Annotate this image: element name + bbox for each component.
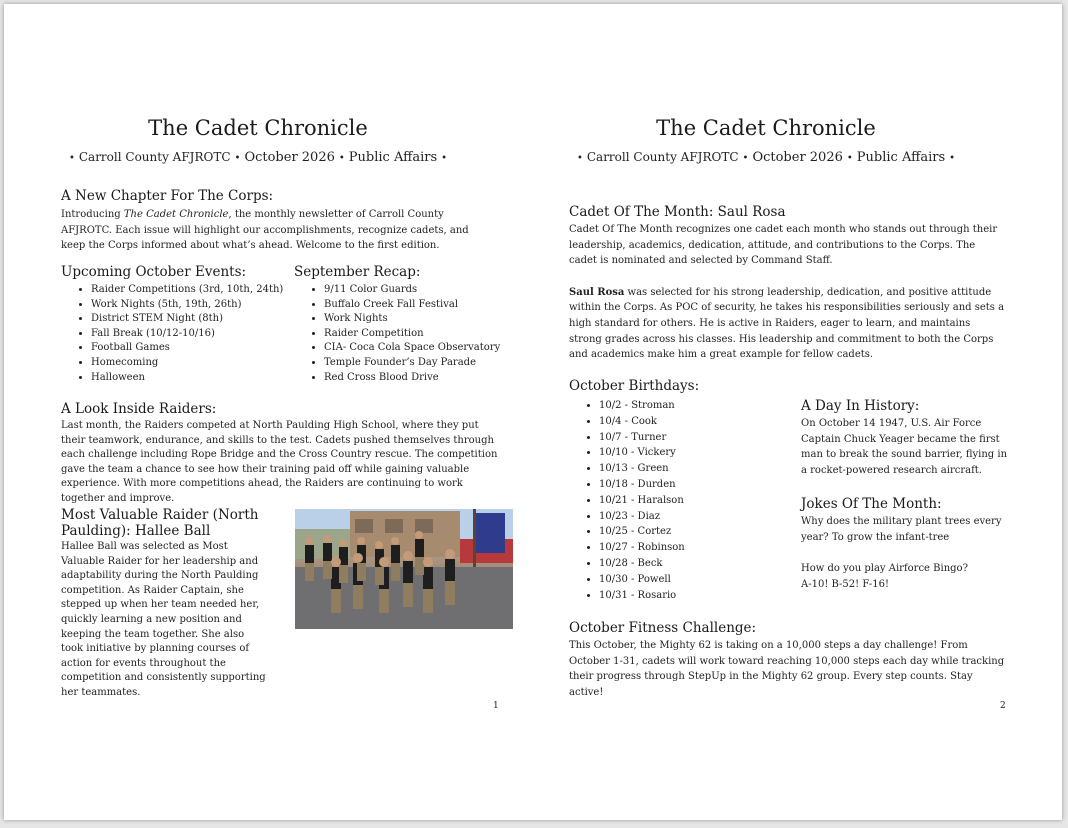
cotm-text-2: Saul Rosa was selected for his strong leadership, dedication, and positive attitude within the Corps. As POC of security, he takes his responsibilities seriously and sets a high standard for others. He is active in Raiders, eager to learn, and maintains strong grades across his classes. His leadership and commitment to both the Corps and academics make him a great example for fellow cadets. bbox=[569, 286, 1005, 361]
joke-2-answer: A-10! B-52! F-16! bbox=[801, 578, 889, 590]
newsletter-subtitle-2: • Carroll County AFJROTC • October 2026 • Public Affairs • bbox=[576, 150, 956, 165]
list-item: • Fall Break (10/12-10/16) bbox=[91, 327, 291, 342]
subtitle-dept: Public Affairs bbox=[348, 150, 438, 165]
list-item: • Football Games bbox=[91, 341, 291, 356]
cotm-text-1: Cadet Of The Month recognizes one cadet each month who stands out through their leadership, academics, dedication, attitude, and contributions to the Corps. The cadet is nominated and selected by Command Staff. bbox=[569, 224, 998, 267]
list-item: • Halloween bbox=[91, 371, 291, 386]
subtitle-org: Carroll County AFJROTC bbox=[78, 150, 231, 164]
fitness-text: This October, the Mighty 62 is taking on a 10,000 steps a day challenge! From October 1-31, cadets will work toward reaching 10,000 steps each day while tracking their progress through StepUp in the Mighty 62 group. Every step counts. Stay active! bbox=[569, 640, 1005, 698]
birthdays-section bbox=[569, 378, 769, 603]
recap-list bbox=[294, 283, 509, 385]
list-item: • Raider Competitions (3rd, 10th, 24th) bbox=[91, 283, 291, 298]
history-text: On October 14 1947, U.S. Air Force Captain Chuck Yeager became the first man to break the sound barrier, flying in a rocket-powered research aircraft. bbox=[801, 418, 1008, 476]
list-item: • 10/7 - Turner bbox=[599, 430, 769, 446]
page-number-2: 2 bbox=[1000, 701, 1006, 711]
list-item: • Buffalo Creek Fall Festival bbox=[324, 298, 509, 313]
subtitle-dept-2: Public Affairs bbox=[856, 150, 946, 165]
intro-section bbox=[61, 188, 485, 254]
birthdays-heading: October Birthdays: bbox=[569, 378, 700, 394]
page-1 bbox=[4, 4, 512, 820]
fitness-section bbox=[569, 620, 1005, 700]
intro-heading: A New Chapter For The Corps: bbox=[61, 188, 274, 204]
joke-1: Why does the military plant trees every year? To grow the infant-tree bbox=[801, 516, 1002, 543]
newsletter-title: The Cadet Chronicle bbox=[148, 116, 368, 140]
birthdays-list bbox=[569, 398, 769, 603]
upcoming-heading: Upcoming October Events: bbox=[61, 264, 247, 280]
raiders-marching-image bbox=[295, 509, 513, 629]
upcoming-events-list bbox=[61, 283, 291, 385]
list-item: • Raider Competition bbox=[324, 327, 509, 342]
raiders-section bbox=[61, 401, 501, 507]
list-item: • Work Nights (5th, 19th, 26th) bbox=[91, 298, 291, 313]
list-item: • 10/30 - Powell bbox=[599, 572, 769, 588]
raiders-photo bbox=[295, 509, 513, 629]
list-item: • Homecoming bbox=[91, 356, 291, 371]
list-item: • Temple Founder’s Day Parade bbox=[324, 356, 509, 371]
intro-text: Introducing The Cadet Chronicle, the monthly newsletter of Carroll County AFJROTC. Each issue will highlight our accomplishments, recognize cadets, and keep the Corps informed about what’s ahead. Welcome to the first edition. bbox=[61, 209, 469, 252]
raiders-heading: A Look Inside Raiders: bbox=[61, 401, 217, 417]
mvr-section bbox=[61, 507, 266, 701]
newsletter-title-2: The Cadet Chronicle bbox=[656, 116, 876, 140]
jokes-section bbox=[801, 496, 1011, 592]
subtitle-org-2: Carroll County AFJROTC bbox=[586, 150, 739, 164]
list-item: • 10/31 - Rosario bbox=[599, 588, 769, 604]
subtitle-date-2: October 2026 bbox=[752, 150, 843, 165]
page-number-1: 1 bbox=[493, 701, 499, 711]
history-heading: A Day In History: bbox=[801, 398, 920, 414]
list-item: • 10/10 - Vickery bbox=[599, 445, 769, 461]
list-item: • Red Cross Blood Drive bbox=[324, 371, 509, 386]
cotm-name: Saul Rosa bbox=[569, 286, 625, 298]
jokes-heading: Jokes Of The Month: bbox=[801, 496, 942, 512]
list-item: • 10/2 - Stroman bbox=[599, 398, 769, 414]
list-item: • 9/11 Color Guards bbox=[324, 283, 509, 298]
list-item: • District STEM Night (8th) bbox=[91, 312, 291, 327]
list-item: • CIA- Coca Cola Space Observatory bbox=[324, 341, 509, 356]
list-item: • 10/4 - Cook bbox=[599, 414, 769, 430]
list-item: • 10/27 - Robinson bbox=[599, 540, 769, 556]
list-item: • 10/13 - Green bbox=[599, 461, 769, 477]
cotm-section bbox=[569, 204, 1005, 363]
list-item: • 10/21 - Haralson bbox=[599, 493, 769, 509]
list-item: • 10/28 - Beck bbox=[599, 556, 769, 572]
history-section bbox=[801, 398, 1011, 478]
list-item: • 10/23 - Diaz bbox=[599, 509, 769, 525]
list-item: • 10/18 - Durden bbox=[599, 477, 769, 493]
mvr-text: Hallee Ball was selected as Most Valuable Raider for her leadership and adaptability during the North Paulding competition. As Raider Captain, she stepped up when her team needed her, quickly learning a new position and keeping the team together. She also took initiative by planning courses of action for events throughout the competition and consistently supporting her teammates. bbox=[61, 541, 266, 698]
page-2 bbox=[512, 4, 1020, 820]
list-item: • 10/25 - Cortez bbox=[599, 524, 769, 540]
cotm-heading: Cadet Of The Month: Saul Rosa bbox=[569, 204, 786, 220]
september-recap-section bbox=[294, 264, 509, 385]
raiders-text: Last month, the Raiders competed at North Paulding High School, where they put their teamwork, endurance, and skills to the test. Cadets pushed themselves through each challenge including Rope Bridge and the Cross Country rescue. The competition gave the team a chance to see how their training paid off while gaining valuable experience. With more competitions ahead, the Raiders are continuing to work together and improve. bbox=[61, 420, 498, 504]
upcoming-events-section bbox=[61, 264, 291, 385]
joke-2-question: How do you play Airforce Bingo? bbox=[801, 563, 968, 575]
fitness-heading: October Fitness Challenge: bbox=[569, 620, 757, 636]
document-spread bbox=[4, 4, 1062, 820]
recap-heading: September Recap: bbox=[294, 264, 421, 280]
mvr-heading: Most Valuable Raider (North Paulding): Hallee Ball bbox=[61, 507, 259, 539]
newsletter-subtitle: • Carroll County AFJROTC • October 2026 • Public Affairs • bbox=[68, 150, 448, 165]
subtitle-date: October 2026 bbox=[244, 150, 335, 165]
list-item: • Work Nights bbox=[324, 312, 509, 327]
